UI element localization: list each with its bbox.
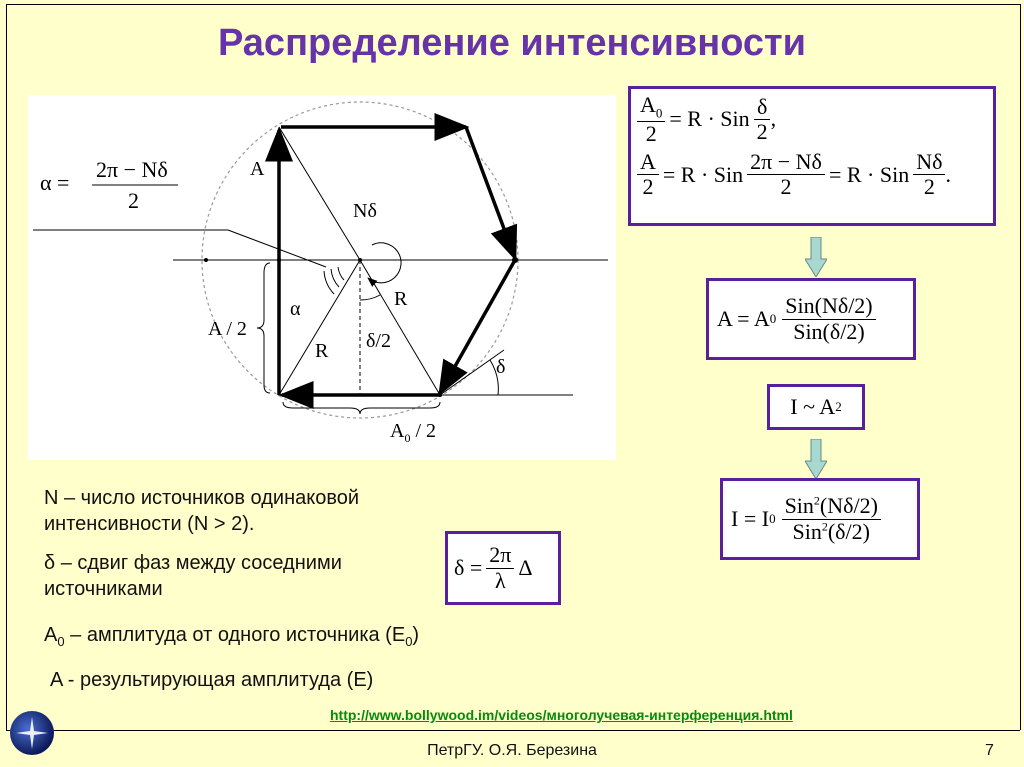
arrow-down-2 [805, 439, 827, 479]
description-delta [44, 550, 342, 602]
alpha-formula-den: 2 [128, 188, 139, 213]
delta-formula-box [445, 531, 561, 605]
brace-a0-half [283, 402, 440, 414]
phasor-diagram-svg [28, 95, 616, 460]
description-delta-line2: источниками [44, 578, 163, 600]
amplitude-formula [717, 294, 876, 343]
arc-alpha-1 [338, 267, 344, 280]
label-r-top: R [394, 288, 408, 310]
intensity-proportional-box [767, 384, 865, 430]
label-delta: δ [496, 356, 506, 378]
intensity-formula-box [720, 478, 920, 560]
intensity-proportional-text: I ~ A [790, 394, 836, 419]
intensity-lhs-sub: 0 [769, 511, 776, 526]
frame-line-right [1020, 4, 1021, 730]
amplitude-relations-box [628, 86, 996, 226]
description-n [44, 485, 359, 537]
amplitude-formula-box [706, 278, 916, 360]
alpha-formula-num: 2π − Nδ [96, 157, 168, 182]
brace-a-half [257, 263, 270, 393]
label-delta-half: δ/2 [366, 330, 391, 352]
vector-right-top [466, 127, 515, 258]
point-left [204, 258, 208, 262]
arrow-down-1 [805, 237, 827, 277]
frac-a0-over-2: $\frac{A_0}{2}$ [637, 93, 665, 146]
intensity-fraction: $\frac{Sin^2(N\delta/2)}{Sin^2(\delta/2)}$ [782, 494, 881, 543]
arc-delta-half [360, 295, 380, 300]
delta-fraction: $\frac{2\pi}{\lambda}$ [486, 543, 514, 592]
point-right [512, 257, 518, 263]
arc-alpha-3 [324, 271, 334, 294]
relation-line-1 [637, 93, 987, 146]
intensity-lhs: I = I [731, 506, 770, 531]
relation-2-mid1: = R · Sin [662, 161, 744, 187]
footer-author: ПетрГУ. О.Я. Березина [427, 742, 597, 759]
relation-line-2 [637, 150, 987, 199]
relation-2-mid2: = R · Sin [828, 161, 910, 187]
point-mid [277, 258, 281, 262]
page-number: 7 [985, 742, 994, 759]
description-a: A - результирующая амплитуда (E) [50, 669, 374, 691]
amplitude-lhs-sub: 0 [769, 311, 777, 326]
intensity-formula [731, 494, 881, 543]
description-n-line2: интенсивности (N > 2). [44, 513, 255, 535]
slide-title: Распределение интенсивности [217, 22, 807, 64]
delta-tail: Δ [518, 555, 533, 580]
frac-n-delta-over-2: $\frac{N\delta}{2}$ [913, 150, 945, 199]
alpha-formula-lhs: α = [40, 170, 70, 195]
amplitude-lhs: A = A [717, 306, 770, 331]
delta-formula [454, 543, 533, 592]
label-alpha: α [290, 298, 301, 320]
label-a0-half: $A_0 / 2$ [390, 420, 437, 445]
frame-line-top [6, 4, 1020, 5]
intensity-proportional-sup: 2 [835, 399, 842, 414]
delta-lhs: δ = [454, 555, 483, 580]
video-link[interactable]: http://www.bollywood.im/videos/многолучевая-интерференция.html [330, 707, 793, 723]
amplitude-fraction: $\frac{\text{Sin(Nδ/2)}}{\text{Sin(δ/2)}}$ [782, 294, 875, 343]
label-a-half: A / 2 [208, 318, 247, 340]
label-a: A [250, 158, 265, 180]
label-r-bottom: R [315, 340, 329, 362]
relation-1-mid: = R · Sin [669, 106, 750, 132]
description-a0: $A_0$ – амплитуда от одного источника $(E_0)$ [44, 624, 420, 649]
frac-a-over-2: $\frac{A}{2}$ [637, 150, 659, 199]
point-bottom [438, 393, 442, 397]
arc-alpha-2 [331, 269, 339, 287]
frac-2pi-minus-n-delta: $\frac{2\pi - N\delta}{2}$ [747, 150, 825, 199]
radius-bottom-left [279, 260, 360, 395]
relation-2-tail: . [945, 161, 951, 187]
relation-1-tail: , [770, 106, 777, 132]
radius-top [279, 127, 360, 260]
alpha-pointer-diagonal [228, 230, 326, 267]
arc-n-delta [368, 243, 401, 283]
phasor-diagram [28, 95, 616, 460]
description-delta-line1: δ – сдвиг фаз между соседними [44, 552, 342, 574]
frac-delta-over-2: $\frac{\delta}{2}$ [754, 95, 771, 144]
frame-line-left [6, 4, 7, 730]
frame-line-bottom [6, 730, 1020, 731]
label-n-delta: Nδ [353, 200, 377, 222]
description-n-line1: N – число источников одинаковой [44, 487, 360, 509]
center-point [358, 258, 362, 262]
